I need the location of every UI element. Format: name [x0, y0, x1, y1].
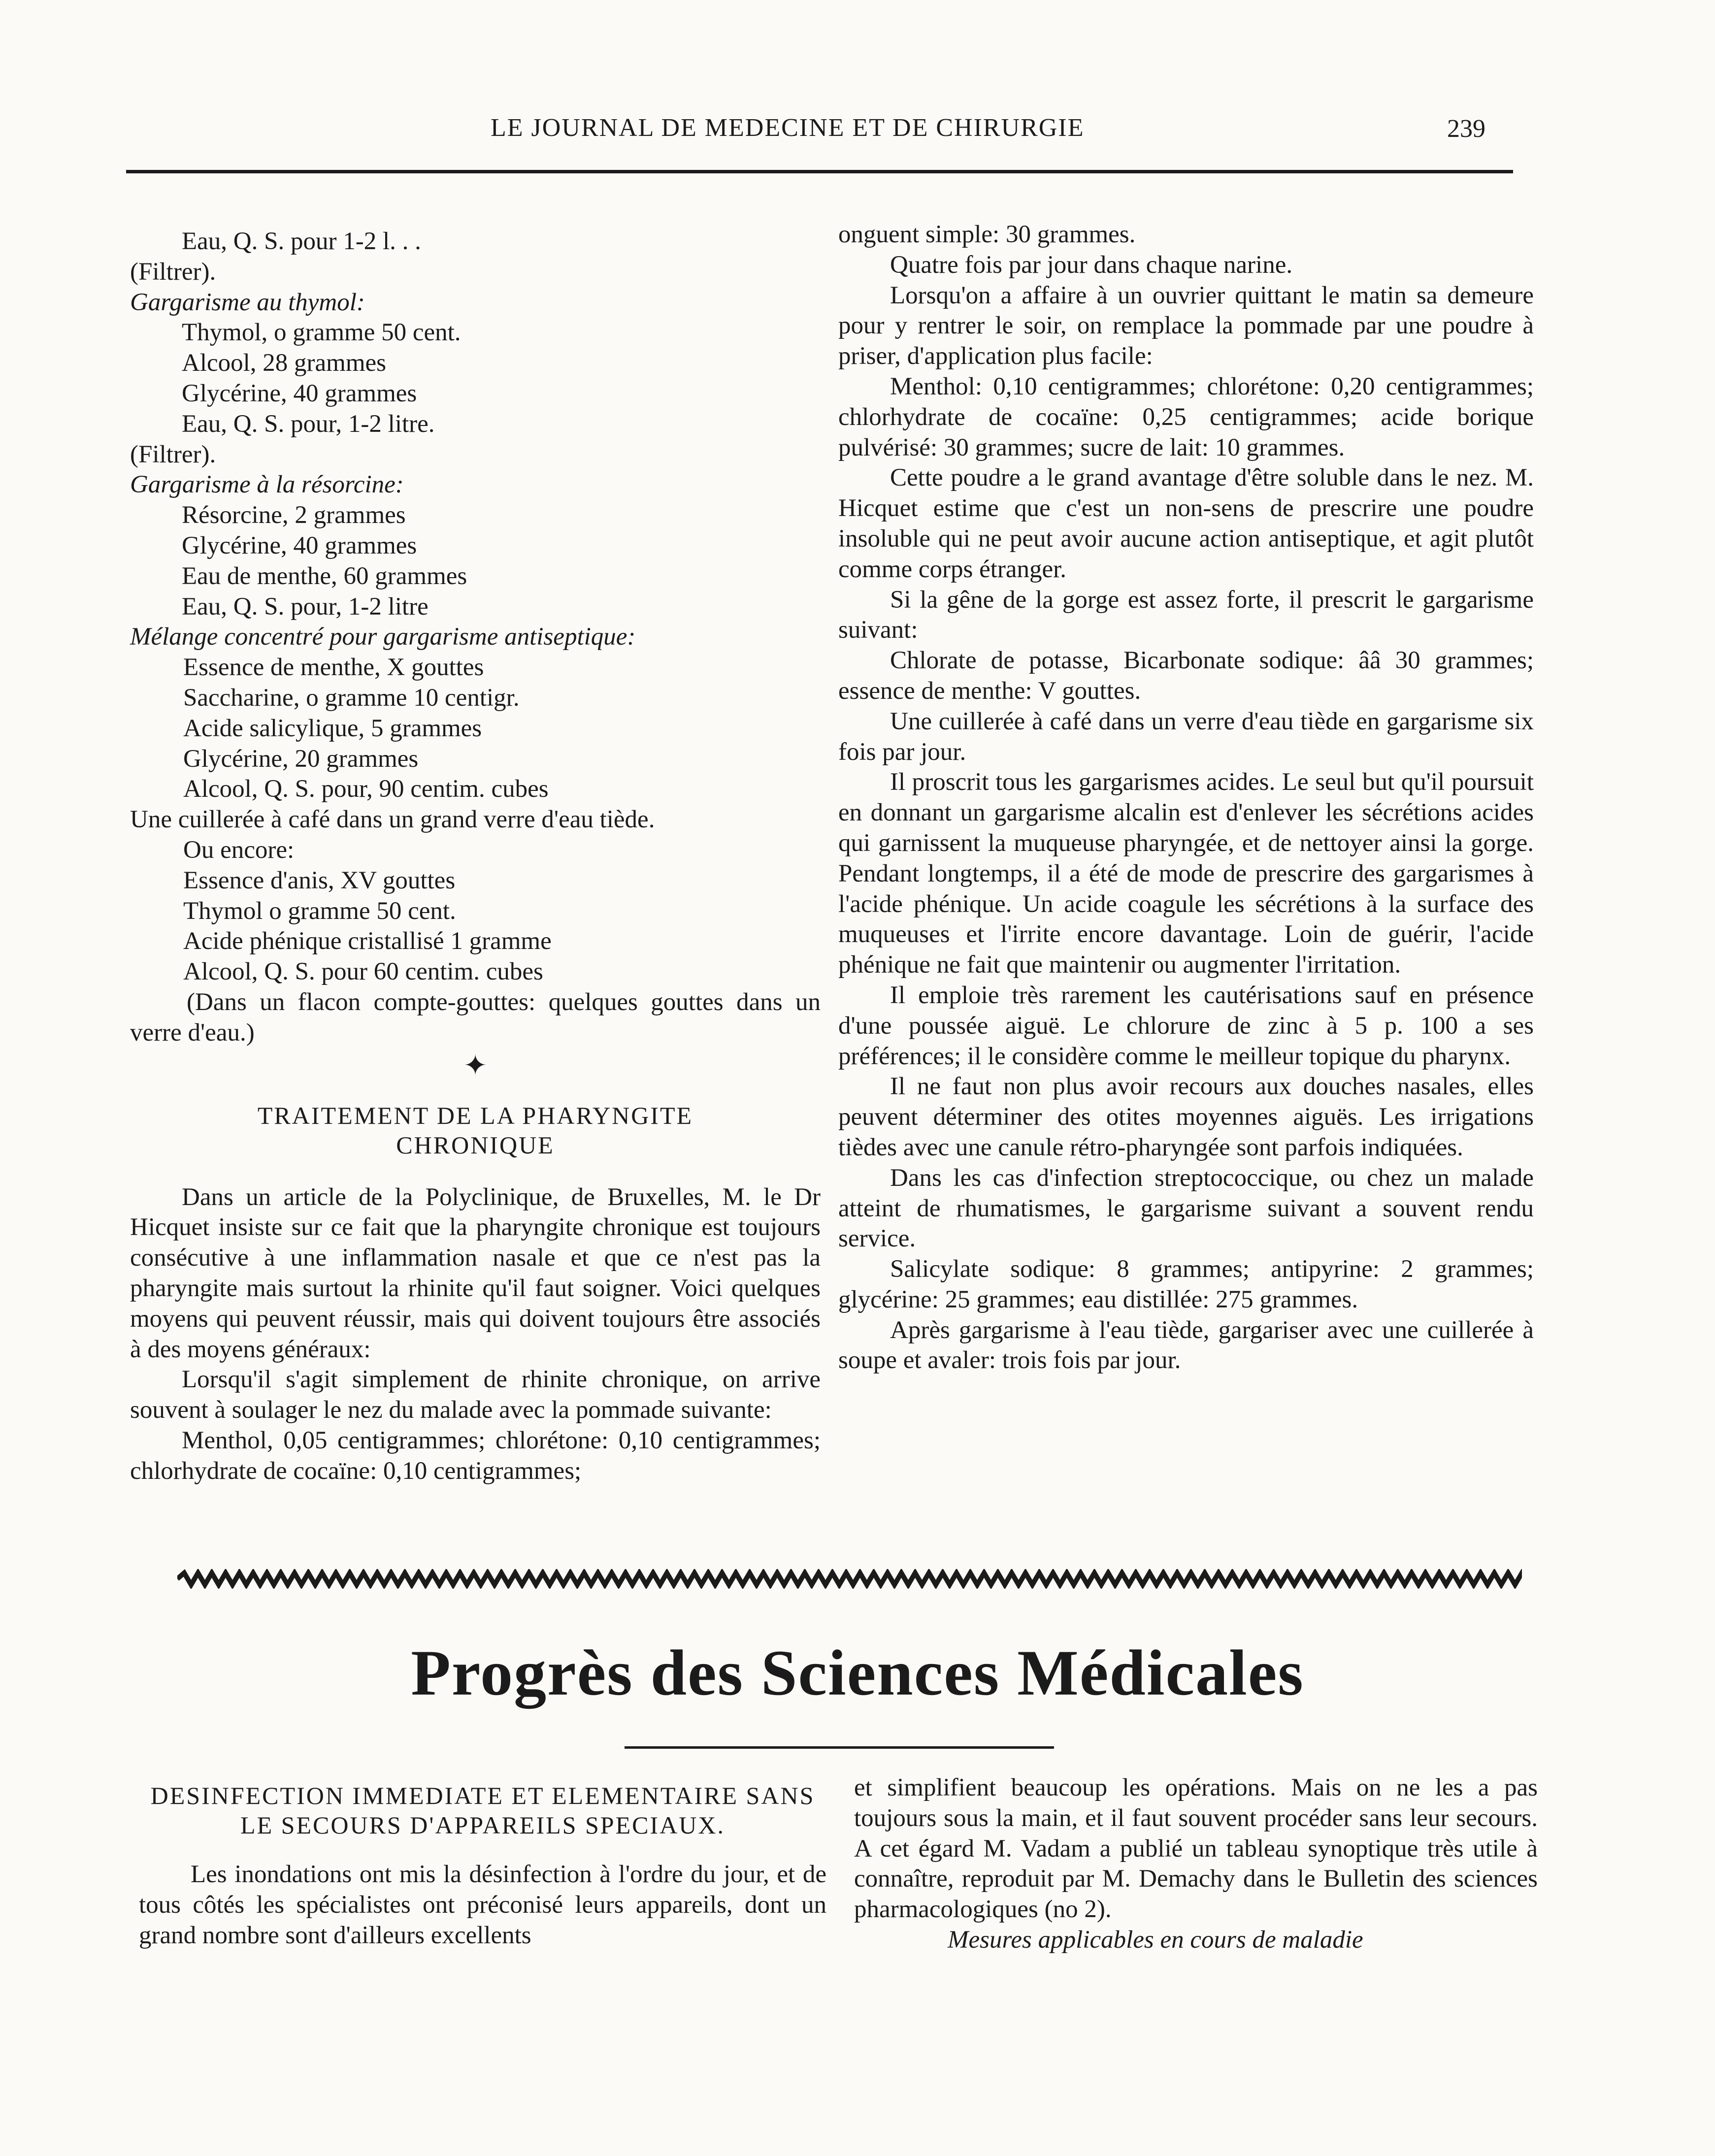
prescription-line: Gargarisme au thymol:	[130, 288, 365, 316]
prescription-line: Glycérine, 40 grammes	[182, 379, 417, 407]
right-paragraph: Il proscrit tous les gargarismes acides. Le seul but qu'il poursuit en donnant un gargarisme alcalin est d'enlever les sécrétions acides qui garnissent la muqueuse pharyngée, et de nettoyer ainsi la gorge. Pendant longtemps, il a été de mode de prescrire des gargarismes à l'acide phénique. Un acide coagule les sécrétions à la surface des muqueuses et l'irrite encore davantage. Loin de guérir, l'acide phénique ne fait que maintenir ou augmenter l'irritation.	[838, 768, 1534, 979]
right-paragraph: Quatre fois par jour dans chaque narine.	[890, 251, 1293, 279]
prescription-line: Ou encore:	[183, 836, 295, 864]
prescription-line: Une cuillerée à café dans un grand verre d'eau tiède.	[130, 806, 655, 834]
left-column	[130, 227, 821, 1486]
prescription-line: Alcool, 28 grammes	[182, 349, 386, 377]
prescription-line: Acide phénique cristallisé 1 gramme	[183, 927, 552, 955]
right-column	[838, 220, 1534, 1376]
right-paragraph: Il emploie très rarement les cautérisations sauf en présence d'une poussée aiguë. Le chlorure de zinc à 5 p. 100 a ses préférences; il le considère comme le meilleur topique du pharynx.	[838, 981, 1534, 1070]
right-paragraph: Une cuillerée à café dans un verre d'eau tiède en gargarisme six fois par jour.	[838, 707, 1534, 766]
prescription-line: Glycérine, 40 grammes	[182, 531, 417, 559]
prescription-line: Essence d'anis, XV gouttes	[183, 866, 456, 894]
prescription-line: Résorcine, 2 grammes	[182, 501, 406, 529]
prescription-line: Gargarisme à la résorcine:	[130, 471, 404, 499]
prescription-line: Acide salicylique, 5 grammes	[183, 714, 482, 742]
prescription-line: Glycérine, 20 grammes	[183, 745, 419, 773]
header-rule	[126, 170, 1513, 173]
flacon-note: (Dans un flacon compte-gouttes: quelques gouttes dans un verre d'eau.)	[130, 988, 821, 1046]
desinfection-title: DESINFECTION IMMEDIATE ET ELEMENTAIRE SANS LE SECOURS D'APPAREILS SPECIAUX.	[150, 1782, 815, 1839]
right-paragraph: Dans les cas d'infection streptococcique, ou chez un malade atteint de rhumatismes, le gargarisme suivant a souvent rendu service.	[838, 1164, 1534, 1253]
right-paragraph: Si la gêne de la gorge est assez forte, il prescrit le gargarisme suivant:	[838, 586, 1534, 644]
section-title: TRAITEMENT DE LA PHARYNGITE CHRONIQUE	[257, 1101, 693, 1159]
right-paragraph: Lorsqu'on a affaire à un ouvrier quittant le matin sa demeure pour y rentrer le soir, on remplace la pommade par une poudre à priser, d'application plus facile:	[838, 281, 1534, 370]
prescription-line: Saccharine, o gramme 10 centigr.	[183, 684, 520, 712]
right-paragraph: Salicylate sodique: 8 grammes; antipyrine: 2 grammes; glycérine: 25 grammes; eau distillée: 275 grammes.	[838, 1255, 1534, 1313]
section-body	[130, 1182, 821, 1487]
right-paragraph: onguent simple: 30 grammes.	[838, 221, 1136, 248]
desinfection-paragraph: Les inondations ont mis la désinfection à l'ordre du jour, et de tous côtés les spécialistes ont préconisé leurs appareils, dont un grand nombre sont d'ailleurs excellents	[139, 1861, 826, 1949]
right-column-body	[838, 220, 1534, 1376]
right-paragraph: Menthol: 0,10 centigrammes; chlorétone: 0,20 centigrammes; chlorhydrate de cocaïne: 0,25 centigrammes; acide borique pulvérisé: 30 grammes; sucre de lait: 10 grammes.	[838, 372, 1534, 461]
bottom-right-column	[854, 1773, 1538, 1956]
prescription-line: Eau de menthe, 60 grammes	[182, 562, 467, 590]
right-paragraph: Chlorate de potasse, Bicarbonate sodique: ââ 30 grammes; essence de menthe: V gouttes.	[838, 647, 1534, 705]
prescription-line: Eau, Q. S. pour, 1-2 litre.	[182, 410, 435, 438]
ornament-icon: ✦	[463, 1049, 488, 1081]
prescription-line: Mélange concentré pour gargarisme antiseptique:	[130, 623, 636, 651]
section-paragraph: Dans un article de la Polyclinique, de Bruxelles, M. le Dr Hicquet insiste sur ce fait que la pharyngite chronique est toujours consécutive à une inflammation nasale et que ce n'est pas la pharyngite mais surtout la rhinite qu'il faut soigner. Voici quelques moyens qui peuvent réussir, mais qui doivent toujours être associés à des moyens généraux:	[130, 1183, 821, 1363]
prescription-line: Alcool, Q. S. pour 60 centim. cubes	[183, 958, 543, 986]
prescription-line: Alcool, Q. S. pour, 90 centim. cubes	[183, 775, 549, 803]
bottom-left-column	[139, 1781, 826, 1951]
title-rule	[625, 1746, 1054, 1749]
page-number: 239	[1447, 115, 1485, 143]
prescription-line: Thymol, o gramme 50 cent.	[182, 319, 461, 347]
right-paragraph: Cette poudre a le grand avantage d'être soluble dans le nez. M. Hicquet estime que c'est un non-sens de prescrire une poudre insoluble qui ne peut avoir aucune action antiseptique, et agit plutôt comme corps étranger.	[838, 464, 1534, 583]
measures-subtitle: Mesures applicables en cours de maladie	[948, 1926, 1363, 1954]
journal-header-title: LE JOURNAL DE MEDECINE ET DE CHIRURGIE	[491, 114, 1085, 142]
right-paragraph: Il ne faut non plus avoir recours aux douches nasales, elles peuvent déterminer des otites moyennes aiguës. Les irrigations tièdes avec une canule rétro-pharyngée sont parfois indiquées.	[838, 1073, 1534, 1161]
wavy-divider	[177, 1569, 1522, 1589]
section-paragraph: Menthol, 0,05 centigrammes; chlorétone: 0,10 centigrammes; chlorhydrate de cocaïne: 0,10 centigrammes;	[130, 1426, 821, 1485]
prescription-line: Essence de menthe, X gouttes	[183, 653, 484, 682]
prescription-line: (Filtrer).	[130, 440, 216, 468]
prescription-line: Thymol o gramme 50 cent.	[183, 897, 456, 925]
prescription-line: Eau, Q. S. pour 1-2 l. . .	[182, 228, 421, 255]
prescription-line: (Filtrer).	[130, 258, 216, 286]
section-paragraph: Lorsqu'il s'agit simplement de rhinite chronique, on arrive souvent à soulager le nez du malade avec la pommade suivante:	[130, 1366, 821, 1424]
desinfection-continuation: et simplifient beaucoup les opérations. Mais on ne les a pas toujours sous la main, et il faut souvent procéder sans leur secours. A cet égard M. Vadam a publié un tableau synoptique très utile à connaître, reproduit par M. Demachy dans le Bulletin des sciences pharmacologiques (no 2).	[854, 1774, 1538, 1924]
progres-title: Progrès des Sciences Médicales	[411, 1636, 1304, 1709]
prescription-line: Eau, Q. S. pour, 1-2 litre	[182, 592, 429, 621]
prescription-list	[130, 227, 821, 987]
right-paragraph: Après gargarisme à l'eau tiède, gargariser avec une cuillerée à soupe et avaler: trois fois par jour.	[838, 1316, 1534, 1374]
